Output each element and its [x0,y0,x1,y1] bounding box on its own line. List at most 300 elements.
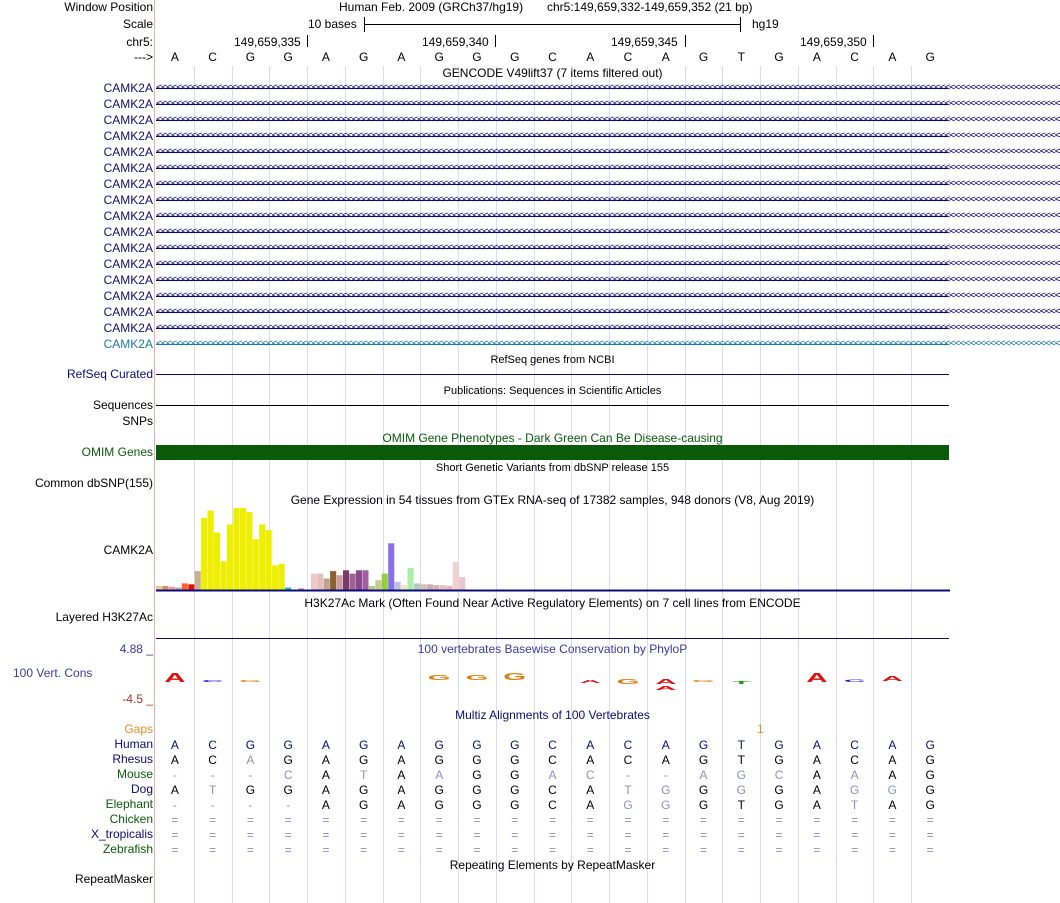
alignment-base: = [360,828,368,842]
gtex-tissue-bar[interactable] [408,568,414,590]
alignment-base: = [888,843,896,857]
alignment-base: = [397,813,405,827]
alignment-base: A [850,768,859,782]
gtex-tissue-bar[interactable] [188,584,194,590]
sequence-base: C [623,50,633,64]
alignment-base: C [548,753,557,767]
alignment-base: G [359,738,369,752]
alignment-base: G [661,783,671,797]
alignment-base: T [208,783,217,797]
alignment-base: = [397,843,405,857]
alignment-base: = [171,813,179,827]
gencode-item-label[interactable]: CAMK2A [103,225,153,239]
gencode-item-label[interactable]: CAMK2A [103,161,153,175]
strand-arrows-icon: <<<<<<<<<<<<<<<<<<<<<<<<<<<<<<<<<<<<<<<<<<<<<<<<<<<<<<<<<<<<<<<<<<<<<<<<<<<<<<<<<<<<<<<<<<<<<<<<<<<<<<<<<<<<<<<<<<<<<<<<<<<<<<<<<<<<<<<<<<<<<<<<<<<<<<<<<<<<<<<<<<<<<<<<<<<<<<<<<<<< [156,242,1060,253]
alignment-base: = [322,828,330,842]
gtex-tissue-bar[interactable] [182,583,188,590]
phylop-base-glyph: G [503,671,527,683]
alignment-base: = [360,813,368,827]
scale-bar [364,17,741,32]
gtex-tissue-bar[interactable] [453,562,459,590]
strand-arrows-icon: <<<<<<<<<<<<<<<<<<<<<<<<<<<<<<<<<<<<<<<<<<<<<<<<<<<<<<<<<<<<<<<<<<<<<<<<<<<<<<<<<<<<<<<<<<<<<<<<<<<<<<<<<<<<<<<<<<<<<<<<<<<<<<<<<<<<<<<<<<<<<<<<<<<<<<<<<<<<<<<<<<<<<<<<<<<<<<<<<<<< [156,274,1060,285]
gtex-label[interactable]: CAMK2A [103,543,153,557]
alignment-base: A [888,768,897,782]
alignment-base: A [812,783,821,797]
alignment-base: G [698,753,709,767]
gtex-tissue-bar[interactable] [433,585,439,590]
tick-label-4: 149,659,350 [800,35,867,49]
alignment-base: = [737,843,745,857]
alignment-base: = [586,828,594,842]
gtex-bar-chart[interactable] [156,508,950,593]
sequence-base: G [245,50,256,64]
gtex-tissue-bar[interactable] [420,584,426,590]
alignment-base: - [663,768,668,782]
strand-arrows-icon: <<<<<<<<<<<<<<<<<<<<<<<<<<<<<<<<<<<<<<<<<<<<<<<<<<<<<<<<<<<<<<<<<<<<<<<<<<<<<<<<<<<<<<<<<<<<<<<<<<<<<<<<<<<<<<<<<<<<<<<<<<<<<<<<<<<<<<<<<<<<<<<<<<<<<<<<<<<<<<<<<<<<<<<<<<<<<<<<<<<< [156,194,1060,205]
chrom-label: chr5: [126,35,153,49]
gtex-tissue-bar[interactable] [330,571,336,590]
gtex-tissue-bar[interactable] [343,570,349,590]
alignment-base: = [888,828,896,842]
gencode-transcript[interactable] [156,338,1060,350]
gencode-transcript[interactable] [156,194,1060,206]
alignment-base: = [322,813,330,827]
sequence-base: G [359,50,369,64]
gaps-label: Gaps [124,722,153,736]
phylop-base-glyph: G [238,679,262,683]
alignment-base: = [284,813,292,827]
gtex-tissue-bar[interactable] [362,570,368,590]
gtex-tissue-bar[interactable] [272,565,278,590]
tick-label-1: 149,659,335 [234,35,301,49]
alignment-base: = [511,843,519,857]
sequence-base: G [698,50,709,64]
alignment-base: A [321,738,330,752]
alignment-base: T [737,753,745,767]
alignment-base: = [284,843,292,857]
alignment-base: C [208,753,217,767]
alignment-base: G [774,798,784,812]
gtex-tissue-bar[interactable] [388,543,394,590]
tick-mark-4 [873,35,874,47]
alignment-base: G [510,753,520,767]
multiz-track-title[interactable]: Multiz Alignments of 100 Vertebrates [455,708,650,722]
alignment-base: G [434,783,444,797]
gtex-tissue-bar[interactable] [156,586,162,590]
label-column-separator [154,0,155,903]
alignment-base: A [586,738,595,752]
strand-arrows-icon: <<<<<<<<<<<<<<<<<<<<<<<<<<<<<<<<<<<<<<<<<<<<<<<<<<<<<<<<<<<<<<<<<<<<<<<<<<<<<<<<<<<<<<<<<<<<<<<<<<<<<<<<<<<<<<<<<<<<<<<<<<<<<<<<<<<<<<<<<<<<<<<<<<<<<<<<<<<<<<<<<<<<<<<<<<<<<<<<<<<< [156,162,1060,173]
refseq-line[interactable] [156,374,949,375]
alignment-base: T [737,738,745,752]
phylop-ymin: -4.5 _ [122,692,153,706]
species-label[interactable]: Chicken [109,812,153,826]
gtex-tissue-bar[interactable] [201,518,207,590]
gtex-tissue-bar[interactable] [356,570,362,590]
gencode-item-label[interactable]: CAMK2A [103,113,153,127]
gtex-tissue-bar[interactable] [208,511,214,591]
gencode-transcript[interactable] [156,306,1060,318]
alignment-base: A [170,783,179,797]
alignment-base: G [925,753,935,767]
gtex-track-title[interactable]: Gene Expression in 54 tissues from GTEx RNA-seq of 17382 samples, 948 donors (V8, Aug 2019) [290,493,815,507]
gencode-item-label[interactable]: CAMK2A [103,209,153,223]
gencode-transcript[interactable] [156,146,1060,158]
alignment-base: A [397,798,406,812]
gencode-item-label[interactable]: CAMK2A [103,145,153,159]
scale-label: Scale [122,17,153,31]
sequence-base: A [170,50,179,64]
alignment-base: = [473,813,481,827]
gtex-tissue-bar[interactable] [382,574,388,590]
alignment-base: = [851,828,859,842]
gencode-item-label[interactable]: CAMK2A [103,321,153,335]
sequence-base: C [548,50,557,64]
phylop-track-title[interactable]: 100 vertebrates Basewise Conservation by PhyloP [417,642,688,656]
alignment-base: G [698,798,709,812]
gencode-item-label[interactable]: CAMK2A [103,81,153,95]
gtex-tissue-bar[interactable] [253,539,259,590]
phylop-base-glyph: A [164,670,186,685]
sequence-base: A [888,50,897,64]
strand-arrows-icon: <<<<<<<<<<<<<<<<<<<<<<<<<<<<<<<<<<<<<<<<<<<<<<<<<<<<<<<<<<<<<<<<<<<<<<<<<<<<<<<<<<<<<<<<<<<<<<<<<<<<<<<<<<<<<<<<<<<<<<<<<<<<<<<<<<<<<<<<<<<<<<<<<<<<<<<<<<<<<<<<<<<<<<<<<<<<<<<<<<<< [156,82,1060,93]
omim-feature-bar[interactable] [156,445,949,460]
dbsnp-track-title[interactable]: Short Genetic Variants from dbSNP release 155 [435,462,670,474]
alignment-base: A [888,738,897,752]
alignment-base: = [624,843,632,857]
alignment-base: G [925,768,935,782]
alignment-base: T [624,783,632,797]
sequence-base: A [586,50,595,64]
gencode-transcript[interactable] [156,98,1060,110]
alignment-base: T [850,798,859,812]
h3k27ac-track-title[interactable]: H3K27Ac Mark (Often Found Near Active Regulatory Elements) on 7 cell lines from ENCODE [304,596,801,610]
gtex-tissue-bar[interactable] [240,508,246,590]
alignment-base: G [472,783,482,797]
alignment-base: C [850,738,859,752]
sequence-base: G [434,50,444,64]
gencode-item-label[interactable]: CAMK2A [103,337,153,351]
gencode-transcript[interactable] [156,210,1060,222]
gencode-item-label[interactable]: CAMK2A [103,289,153,303]
alignment-base: = [246,828,254,842]
strand-arrows-icon: <<<<<<<<<<<<<<<<<<<<<<<<<<<<<<<<<<<<<<<<<<<<<<<<<<<<<<<<<<<<<<<<<<<<<<<<<<<<<<<<<<<<<<<<<<<<<<<<<<<<<<<<<<<<<<<<<<<<<<<<<<<<<<<<<<<<<<<<<<<<<<<<<<<<<<<<<<<<<<<<<<<<<<<<<<<<<<<<<<<< [156,322,1060,333]
alignment-base: C [623,753,633,767]
publications-line[interactable] [156,405,949,406]
alignment-base: G [925,798,935,812]
alignment-base: = [435,843,443,857]
alignment-base: G [698,783,709,797]
sequence-base: C [850,50,859,64]
alignment-base: A [586,798,595,812]
alignment-base: = [624,813,632,827]
gencode-transcript[interactable] [156,258,1060,270]
alignment-base: A [812,753,821,767]
alignment-base: = [322,843,330,857]
dbsnp-label[interactable]: Common dbSNP(155) [34,476,153,490]
gtex-tissue-bar[interactable] [375,580,381,590]
alignment-base: A [888,753,897,767]
alignment-base: G [359,753,369,767]
strand-arrows-icon: <<<<<<<<<<<<<<<<<<<<<<<<<<<<<<<<<<<<<<<<<<<<<<<<<<<<<<<<<<<<<<<<<<<<<<<<<<<<<<<<<<<<<<<<<<<<<<<<<<<<<<<<<<<<<<<<<<<<<<<<<<<<<<<<<<<<<<<<<<<<<<<<<<<<<<<<<<<<<<<<<<<<<<<<<<<<<<<<<<<< [156,290,1060,301]
h3k27ac-label[interactable]: Layered H3K27Ac [55,610,153,624]
alignment-base: A [321,798,330,812]
phylop-logo[interactable] [156,668,950,694]
alignment-base: G [887,783,898,797]
sequence-base: G [774,50,784,64]
alignment-base: = [548,843,556,857]
gtex-tissue-bar[interactable] [195,571,201,590]
alignment-base: = [246,843,254,857]
alignment-base: A [812,798,821,812]
alignment-base: A [699,768,708,782]
gtex-tissue-bar[interactable] [414,583,420,590]
alignment-base: = [511,828,519,842]
gtex-tissue-bar[interactable] [162,586,168,590]
alignment-base: C [850,753,859,767]
alignment-base: = [209,828,217,842]
alignment-base: A [170,753,179,767]
alignment-base: G [510,768,520,782]
alignment-base: = [662,843,670,857]
alignment-base: A [586,783,595,797]
species-label[interactable]: Dog [130,782,153,796]
gtex-tissue-bar[interactable] [317,574,323,590]
tick-mark-1 [307,35,308,47]
alignment-base: = [209,843,217,857]
snps-label[interactable]: SNPs [122,414,153,428]
gtex-tissue-bar[interactable] [427,584,433,590]
alignment-base: = [813,843,821,857]
alignment-base: C [208,738,217,752]
alignment-base: - [248,768,253,782]
phylop-base-glyph: G [692,679,715,683]
alignment-base: G [245,738,256,752]
gencode-item-label[interactable]: CAMK2A [103,193,153,207]
alignment-base: G [510,783,520,797]
alignment-base: = [397,828,405,842]
refseq-track-title[interactable]: RefSeq genes from NCBI [490,354,615,366]
gtex-tissue-bar[interactable] [259,524,265,590]
gencode-item-label[interactable]: CAMK2A [103,241,153,255]
alignment-base: G [283,738,293,752]
alignment-base: = [246,813,254,827]
gencode-transcript[interactable] [156,226,1060,238]
alignment-base: G [698,738,709,752]
sequence-base: C [208,50,217,64]
gtex-tissue-bar[interactable] [221,561,227,590]
tick-mark-2 [495,35,496,47]
alignment-base: = [171,828,179,842]
species-label[interactable]: Human [114,737,153,751]
phylop-ymax: 4.88 _ [119,642,153,656]
sequence-base: G [510,50,520,64]
alignment-base: G [472,738,482,752]
omim-track-title[interactable]: OMIM Gene Phenotypes - Dark Green Can Be Disease-causing [382,431,723,445]
alignment-base: = [360,843,368,857]
alignment-base: A [321,768,330,782]
alignment-base: A [888,798,897,812]
tick-mark-3 [685,35,686,47]
strand-arrows-icon: <<<<<<<<<<<<<<<<<<<<<<<<<<<<<<<<<<<<<<<<<<<<<<<<<<<<<<<<<<<<<<<<<<<<<<<<<<<<<<<<<<<<<<<<<<<<<<<<<<<<<<<<<<<<<<<<<<<<<<<<<<<<<<<<<<<<<<<<<<<<<<<<<<<<<<<<<<<<<<<<<<<<<<<<<<<<<<<<<<<< [156,226,1060,237]
alignment-base: = [926,843,934,857]
repeatmasker-label[interactable]: RepeatMasker [74,872,153,886]
alignment-base: = [586,843,594,857]
gtex-tissue-bar[interactable] [440,585,446,590]
alignment-base: = [775,828,783,842]
gencode-item-label[interactable]: CAMK2A [103,305,153,319]
alignment-base: G [736,783,746,797]
alignment-base: A [170,738,179,752]
strand-arrows-icon: <<<<<<<<<<<<<<<<<<<<<<<<<<<<<<<<<<<<<<<<<<<<<<<<<<<<<<<<<<<<<<<<<<<<<<<<<<<<<<<<<<<<<<<<<<<<<<<<<<<<<<<<<<<<<<<<<<<<<<<<<<<<<<<<<<<<<<<<<<<<<<<<<<<<<<<<<<<<<<<<<<<<<<<<<<<<<<<<<<<< [156,258,1060,269]
alignment-base: = [700,843,708,857]
alignment-base: - [172,768,177,782]
alignment-base: = [700,813,708,827]
alignment-base: G [359,798,369,812]
gtex-tissue-bar[interactable] [311,574,317,590]
strand-arrows-icon: <<<<<<<<<<<<<<<<<<<<<<<<<<<<<<<<<<<<<<<<<<<<<<<<<<<<<<<<<<<<<<<<<<<<<<<<<<<<<<<<<<<<<<<<<<<<<<<<<<<<<<<<<<<<<<<<<<<<<<<<<<<<<<<<<<<<<<<<<<<<<<<<<<<<<<<<<<<<<<<<<<<<<<<<<<<<<<<<<<<< [156,114,1060,125]
alignment-base: A [397,753,406,767]
gencode-transcript[interactable] [156,290,1060,302]
alignment-base: G [925,738,935,752]
alignment-base: C [548,738,557,752]
sequence-base: G [925,50,935,64]
alignment-base: = [171,843,179,857]
strand-arrows-icon: <<<<<<<<<<<<<<<<<<<<<<<<<<<<<<<<<<<<<<<<<<<<<<<<<<<<<<<<<<<<<<<<<<<<<<<<<<<<<<<<<<<<<<<<<<<<<<<<<<<<<<<<<<<<<<<<<<<<<<<<<<<<<<<<<<<<<<<<<<<<<<<<<<<<<<<<<<<<<<<<<<<<<<<<<<<<<<<<<<<< [156,146,1060,157]
species-label[interactable]: Elephant [105,797,153,811]
alignment-base: G [245,783,256,797]
gtex-tissue-bar[interactable] [214,533,220,590]
alignment-base: = [435,828,443,842]
alignment-base: = [435,813,443,827]
alignment-base: = [775,813,783,827]
alignment-base: = [775,843,783,857]
gtex-tissue-bar[interactable] [324,579,330,591]
alignment-base: C [623,738,633,752]
phylop-base-glyph: G [427,673,451,682]
repeatmasker-track-title[interactable]: Repeating Elements by RepeatMasker [449,858,656,872]
phylop-base-glyph: A [655,685,677,692]
sequence-base: T [737,50,745,64]
publications-label[interactable]: Sequences [92,398,153,412]
alignment-base: G [472,798,482,812]
gencode-transcript[interactable] [156,114,1060,126]
strand-arrows-icon: <<<<<<<<<<<<<<<<<<<<<<<<<<<<<<<<<<<<<<<<<<<<<<<<<<<<<<<<<<<<<<<<<<<<<<<<<<<<<<<<<<<<<<<<<<<<<<<<<<<<<<<<<<<<<<<<<<<<<<<<<<<<<<<<<<<<<<<<<<<<<<<<<<<<<<<<<<<<<<<<<<<<<<<<<<<<<<<<<<<< [156,130,1060,141]
gtex-tissue-bar[interactable] [246,512,252,590]
alignment-base: G [510,738,520,752]
assembly-title[interactable]: Human Feb. 2009 (GRCh37/hg19) [339,0,524,14]
sequence-base: G [283,50,293,64]
species-label[interactable]: X_tropicalis [90,827,153,841]
gencode-transcript[interactable] [156,322,1060,334]
gencode-item-label[interactable]: CAMK2A [103,273,153,287]
alignment-base: = [737,813,745,827]
gtex-tissue-bar[interactable] [369,586,375,590]
gencode-item-label[interactable]: CAMK2A [103,257,153,271]
alignment-base: G [774,738,784,752]
refseq-label[interactable]: RefSeq Curated [66,367,153,381]
alignment-base: G [472,753,482,767]
alignment-base: A [586,753,595,767]
window-position-label: Window Position [64,0,153,14]
alignment-base: = [851,843,859,857]
gencode-transcript[interactable] [156,162,1060,174]
gencode-item-label[interactable]: CAMK2A [103,177,153,191]
alignment-base: = [548,828,556,842]
sequence-base: A [321,50,330,64]
gtex-tissue-bar[interactable] [279,564,285,590]
alignment-base: = [700,828,708,842]
alignment-base: A [397,783,406,797]
alignment-base: A [397,738,406,752]
alignment-base: = [888,813,896,827]
gtex-tissue-bar[interactable] [337,575,343,590]
alignment-base: = [813,828,821,842]
gtex-tissue-bar[interactable] [401,585,407,590]
phylop-base-glyph: C [843,678,866,683]
gtex-tissue-bar[interactable] [446,586,452,590]
alignment-base: A [321,783,330,797]
alignment-base: A [812,768,821,782]
position-readout[interactable]: chr5:149,659,332-149,659,352 (21 bp) [547,0,753,14]
gtex-tissue-bar[interactable] [395,582,401,590]
alignment-base: G [925,783,935,797]
phylop-base-glyph: T [732,680,751,685]
gtex-tissue-bar[interactable] [459,577,465,590]
alignment-base: - [248,798,253,812]
species-label[interactable]: Mouse [116,767,153,781]
gencode-transcript[interactable] [156,242,1060,254]
gencode-transcript[interactable] [156,274,1060,286]
alignment-base: G [774,783,784,797]
gencode-transcript[interactable] [156,178,1060,190]
alignment-base: A [246,753,255,767]
alignment-base: G [434,798,444,812]
publications-track-title[interactable]: Publications: Sequences in Scientific Articles [443,385,662,397]
alignment-base: A [661,753,670,767]
alignment-base: = [624,828,632,842]
gencode-transcript[interactable] [156,130,1060,142]
gtex-tissue-bar[interactable] [233,508,239,590]
gtex-tissue-bar[interactable] [266,530,272,590]
alignment-base: = [851,813,859,827]
strand-arrows-icon: <<<<<<<<<<<<<<<<<<<<<<<<<<<<<<<<<<<<<<<<<<<<<<<<<<<<<<<<<<<<<<<<<<<<<<<<<<<<<<<<<<<<<<<<<<<<<<<<<<<<<<<<<<<<<<<<<<<<<<<<<<<<<<<<<<<<<<<<<<<<<<<<<<<<<<<<<<<<<<<<<<<<<<<<<<<<<<<<<<<< [156,178,1060,189]
gencode-item-label[interactable]: CAMK2A [103,129,153,143]
alignment-base: A [435,768,444,782]
alignment-base: = [511,813,519,827]
alignment-base: = [813,813,821,827]
strand-arrows-icon: <<<<<<<<<<<<<<<<<<<<<<<<<<<<<<<<<<<<<<<<<<<<<<<<<<<<<<<<<<<<<<<<<<<<<<<<<<<<<<<<<<<<<<<<<<<<<<<<<<<<<<<<<<<<<<<<<<<<<<<<<<<<<<<<<<<<<<<<<<<<<<<<<<<<<<<<<<<<<<<<<<<<<<<<<<<<<<<<<<<< [156,210,1060,221]
phylop-label[interactable]: 100 Vert. Cons [13,666,93,680]
alignment-base: = [473,828,481,842]
strand-arrows-icon: <<<<<<<<<<<<<<<<<<<<<<<<<<<<<<<<<<<<<<<<<<<<<<<<<<<<<<<<<<<<<<<<<<<<<<<<<<<<<<<<<<<<<<<<<<<<<<<<<<<<<<<<<<<<<<<<<<<<<<<<<<<<<<<<<<<<<<<<<<<<<<<<<<<<<<<<<<<<<<<<<<<<<<<<<<<<<<<<<<<< [156,98,1060,109]
alignment-base: T [360,768,368,782]
tick-label-2: 149,659,340 [422,35,489,49]
species-label[interactable]: Rhesus [112,752,153,766]
omim-label[interactable]: OMIM Genes [81,445,153,459]
gtex-tissue-bar[interactable] [350,574,356,590]
alignment-base: = [284,828,292,842]
species-label[interactable]: Zebrafish [102,842,153,856]
gencode-transcript[interactable] [156,82,1060,94]
gencode-track-title[interactable]: GENCODE V49lift37 (7 items filtered out) [442,66,663,80]
phylop-base-glyph: A [806,670,828,685]
alignment-base: C [774,768,784,782]
alignment-base: A [397,768,406,782]
gencode-item-label[interactable]: CAMK2A [103,97,153,111]
gtex-tissue-bar[interactable] [227,524,233,590]
alignment-base: G [434,753,444,767]
